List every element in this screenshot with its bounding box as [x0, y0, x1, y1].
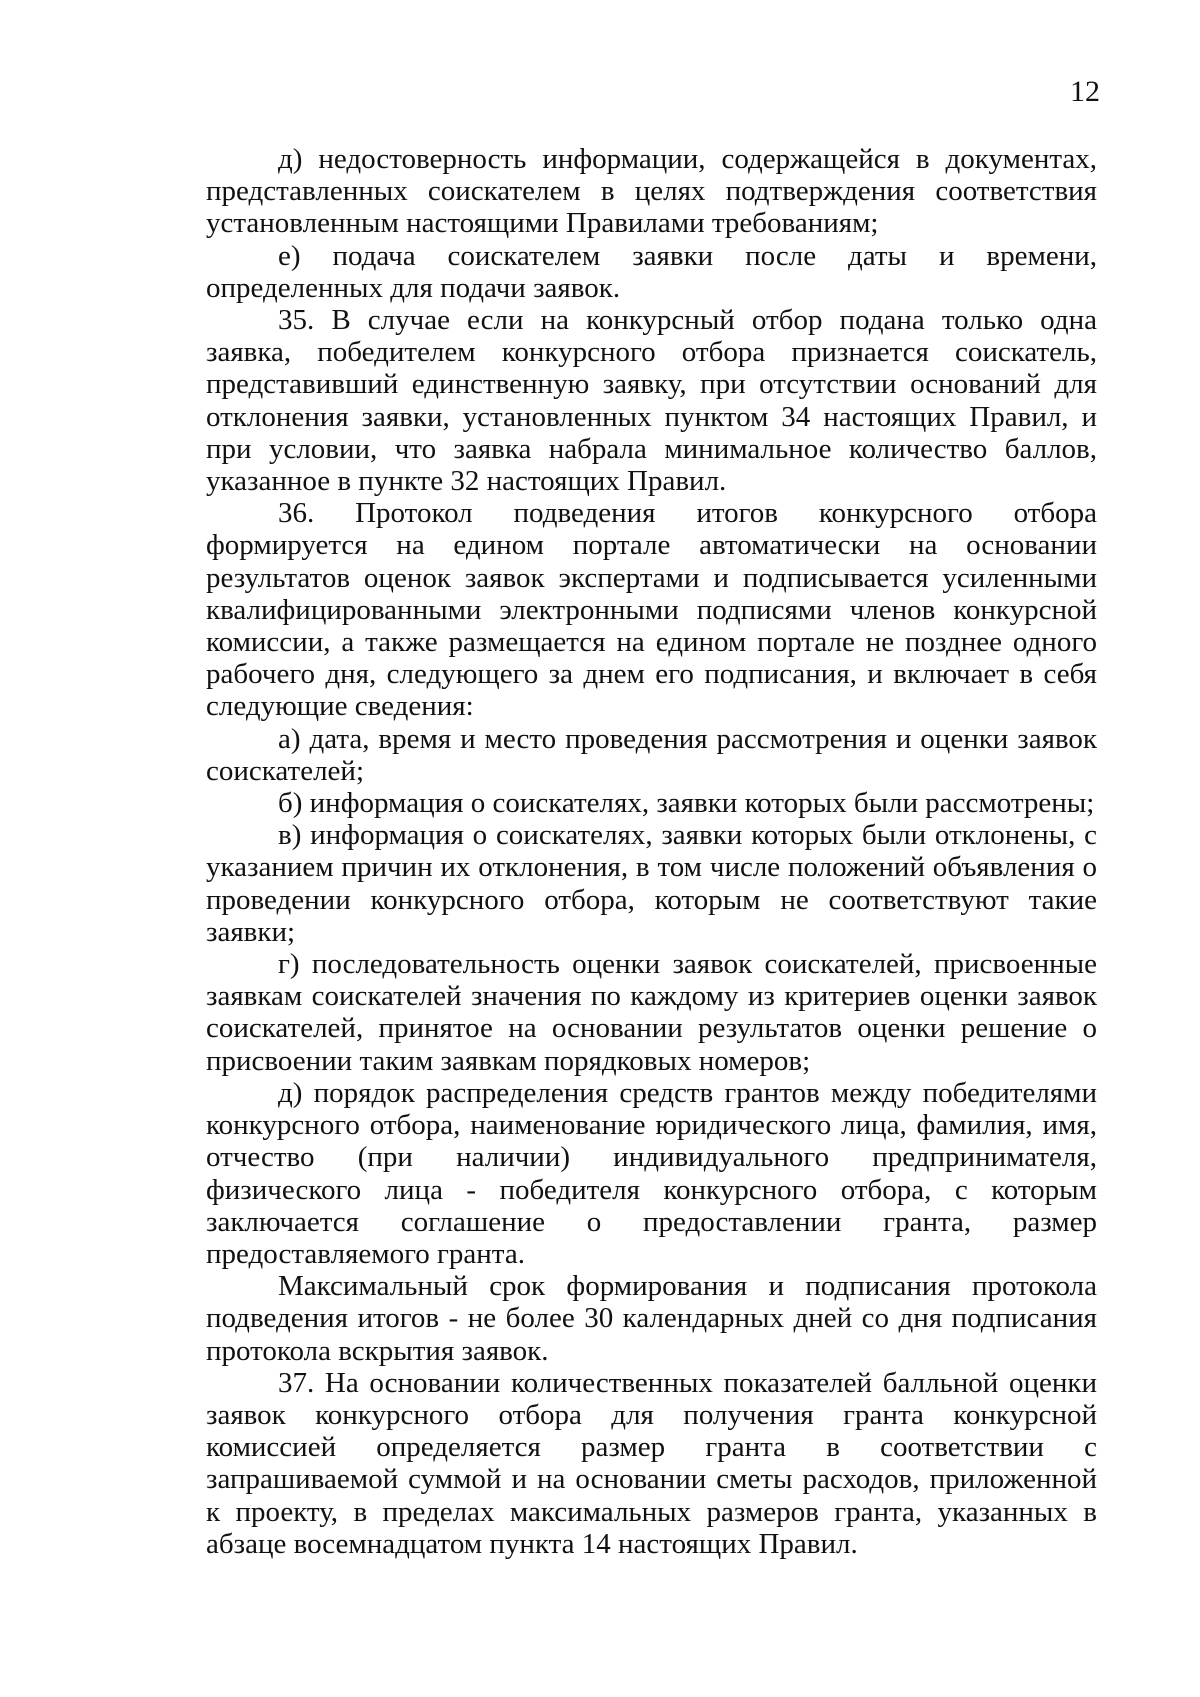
- paragraph-36-results-protocol: 36. Протокол подведения итогов конкурсного отбора формируется на едином портале автоматически на основании результатов оценок заявок экспертами и подписывается усиленными квалифицированными электронными подписями членов конкурсной комиссии, а также размещается на едином портале не позднее одного рабочего дня, следующего за днем его подписания, и включает в себя следующие сведения:: [206, 497, 1097, 723]
- paragraph-37-grant-size: 37. На основании количественных показателей балльной оценки заявок конкурсного отбора для получения гранта конкурсной комиссией определяется размер гранта в соответствии с запрашиваемой суммой и на основании сметы расходов, приложенной к проекту, в пределах максимальных размеров гранта, указанных в абзаце восемнадцатом пункта 14 настоящих Правил.: [206, 1366, 1097, 1560]
- paragraph-35-single-application: 35. В случае если на конкурсный отбор подана только одна заявка, победителем конкурсного отбора признается соискатель, представивший единственную заявку, при отсутствии оснований для отклонения заявки, установленных пунктом 34 настоящих Правил, и при условии, что заявка набрала минимальное количество баллов, указанное в пункте 32 настоящих Правил.: [206, 304, 1097, 498]
- paragraph-item-e-late-submission: е) подача соискателем заявки после даты и времени, определенных для подачи заявок.: [206, 239, 1097, 304]
- paragraph-max-protocol-term: Максимальный срок формирования и подписания протокола подведения итогов - не более 30 календарных дней со дня подписания протокола вскрытия заявок.: [206, 1270, 1097, 1367]
- paragraph-item-d-unreliable-info: д) недостоверность информации, содержащейся в документах, представленных соискателем в целях подтверждения соответствия установленным настоящими Правилами требованиям;: [206, 143, 1097, 240]
- page-number: 12: [1070, 75, 1100, 108]
- paragraph-item-g-evaluation-sequence: г) последовательность оценки заявок соискателей, присвоенные заявкам соискателей значения по каждому из критериев оценки заявок соискателей, принятое на основании результатов оценки решение о присвоении таким заявкам порядковых номеров;: [206, 948, 1097, 1077]
- paragraph-item-a-date-time-place: а) дата, время и место проведения рассмотрения и оценки заявок соискателей;: [206, 722, 1097, 787]
- document-body: [206, 143, 1097, 1560]
- paragraph-item-b-reviewed-applicants: б) информация о соискателях, заявки которых были рассмотрены;: [278, 787, 1095, 820]
- paragraph-item-v-rejected-applicants: в) информация о соискателях, заявки которых были отклонены, с указанием причин их отклонения, в том числе положений объявления о проведении конкурсного отбора, которым не соответствуют такие заявки;: [206, 819, 1097, 948]
- paragraph-item-d-grant-distribution: д) порядок распределения средств грантов между победителями конкурсного отбора, наименование юридического лица, фамилия, имя, отчество (при наличии) индивидуального предпринимателя, физического лица - победителя конкурсного отбора, с которым заключается соглашение о предоставлении гранта, размер предоставляемого гранта.: [206, 1076, 1097, 1270]
